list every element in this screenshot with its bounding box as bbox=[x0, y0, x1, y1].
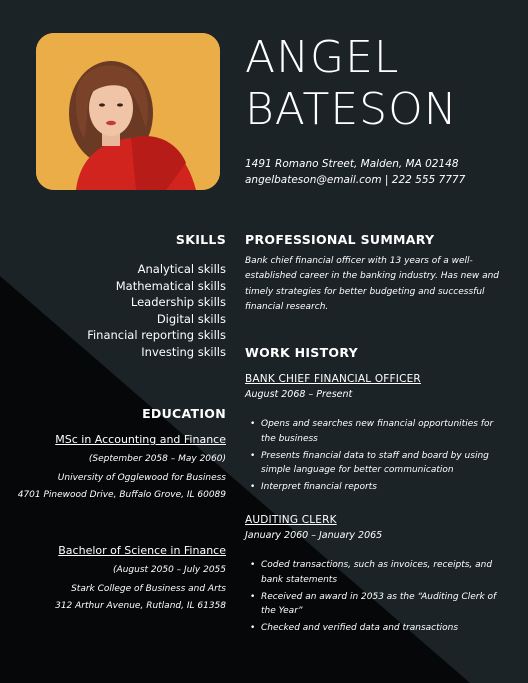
job-duties-list bbox=[248, 417, 506, 497]
job-dates: January 2060 – January 2065 bbox=[245, 530, 383, 541]
skill-item: Digital skills bbox=[156, 311, 226, 326]
profile-photo bbox=[36, 33, 220, 190]
education-period: (August 2050 – July 2055 bbox=[113, 565, 226, 575]
list-item: • Presents financial data to staff and board by using simple language for better communication bbox=[250, 450, 489, 475]
list-item: • Opens and searches new financial opportunities for the business bbox=[250, 419, 494, 444]
job-duties-list bbox=[248, 558, 506, 638]
job-title: BANK CHIEF FINANCIAL OFFICER bbox=[245, 373, 421, 385]
contact-info bbox=[245, 157, 515, 188]
school-address: 4701 Pinewood Drive, Buffalo Grove, IL 60089 bbox=[17, 489, 226, 500]
education-entry bbox=[0, 544, 226, 614]
school-address: 312 Arthur Avenue, Rutland, IL 61358 bbox=[55, 600, 226, 611]
skill-item: Leadership skills bbox=[130, 295, 226, 309]
list-item: • Interpret financial reports bbox=[250, 482, 377, 492]
list-item: • Received an award in 2053 as the “Auditing Clerk of the Year” bbox=[250, 591, 497, 616]
degree-title: Bachelor of Science in Finance bbox=[58, 544, 226, 557]
education-period: (September 2058 – May 2060) bbox=[88, 454, 226, 464]
last-name: BATESON bbox=[245, 84, 458, 135]
job-dates: August 2068 – Present bbox=[245, 389, 353, 400]
candidate-name bbox=[245, 32, 515, 136]
work-history-heading: WORK HISTORY bbox=[245, 345, 358, 360]
skill-item: Financial reporting skills bbox=[87, 328, 226, 342]
job-title: AUDITING CLERK bbox=[245, 514, 337, 526]
skill-item: Analytical skills bbox=[137, 262, 226, 276]
degree-title: MSc in Accounting and Finance bbox=[55, 433, 226, 446]
skills-list bbox=[87, 261, 226, 360]
education-entry bbox=[0, 433, 226, 503]
school-name: University of Ogglewood for Business bbox=[57, 473, 226, 483]
first-name: ANGEL bbox=[245, 32, 400, 83]
list-item: • Checked and verified data and transactions bbox=[250, 623, 459, 633]
skill-item: Investing skills bbox=[141, 344, 226, 359]
summary-heading: PROFESSIONAL SUMMARY bbox=[245, 232, 435, 247]
summary-text: Bank chief financial officer with 13 years of a well-established career in the banking industry. Has new and timely strategies for better budgeting and successful financial research. bbox=[245, 256, 500, 312]
education-heading: EDUCATION bbox=[142, 406, 226, 421]
address: 1491 Romano Street, Malden, MA 02148 bbox=[245, 158, 459, 170]
school-name: Stark College of Business and Arts bbox=[71, 584, 226, 594]
email-phone: angelbateson@email.com | 222 555 7777 bbox=[245, 173, 466, 186]
skill-item: Mathematical skills bbox=[115, 278, 226, 293]
skills-heading: SKILLS bbox=[175, 232, 226, 247]
list-item: • Coded transactions, such as invoices, receipts, and bank statements bbox=[250, 560, 493, 585]
